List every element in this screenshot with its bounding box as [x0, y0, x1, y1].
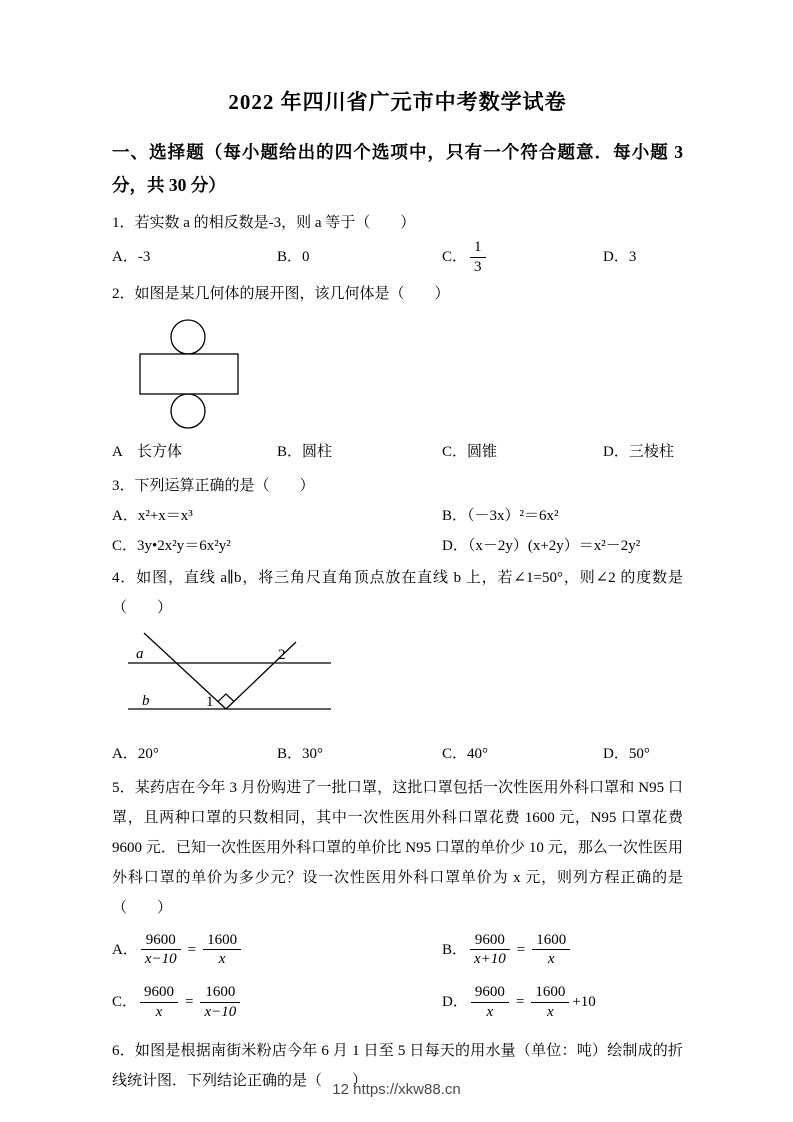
fraction — [140, 983, 178, 1022]
bottom-circle — [171, 394, 205, 428]
fraction-numerator: 9600 — [471, 983, 509, 1003]
fraction — [471, 983, 509, 1022]
equals-sign: = — [515, 994, 525, 1011]
q2-option-d: D．三棱柱 — [603, 443, 674, 460]
fraction-denominator: x−10 — [204, 1003, 237, 1020]
q5-option-d-label: D． — [442, 994, 468, 1011]
fraction-denominator: x — [155, 1003, 163, 1020]
fraction — [532, 931, 570, 970]
q3-option-a: A．x²+x＝x³ — [112, 507, 193, 524]
fraction-denominator: 3 — [474, 258, 482, 275]
fraction — [200, 983, 240, 1022]
section-header: 一、选择题（每小题给出的四个选项中，只有一个符合题意．每小题 3 分，共 30 分） — [112, 142, 683, 195]
q3-option-c: C．3y•2x²y＝6x²y² — [112, 537, 231, 554]
q5-option-c — [112, 983, 442, 1022]
q2-option-a: A 长方体 — [112, 443, 183, 460]
q5-option-b — [442, 931, 683, 970]
parallel-lines-figure — [126, 631, 683, 731]
fraction-numerator: 1 — [470, 238, 486, 258]
q5-option-c-label: C． — [112, 994, 138, 1011]
rectangle — [140, 354, 238, 394]
line-a-label: a — [136, 645, 144, 662]
q5-option-a-label: A． — [112, 941, 138, 958]
question-4-options — [112, 737, 683, 771]
q5-option-a — [112, 931, 442, 970]
fraction — [203, 931, 241, 970]
q3-option-d: D．（x－2y）(x+2y）＝x²－2y² — [442, 537, 641, 554]
q4-option-d: D．50° — [603, 745, 650, 762]
q1-option-b: B．0 — [277, 249, 310, 266]
question-4 — [112, 563, 683, 771]
equals-sign: = — [516, 941, 526, 958]
fraction-denominator: x — [546, 1003, 554, 1020]
q1-option-a: A．-3 — [112, 249, 151, 266]
line-b-label: b — [142, 692, 150, 709]
q5-option-d — [442, 983, 683, 1022]
parallel-lines-drawing — [126, 631, 366, 731]
q5-option-b-label: B． — [442, 941, 468, 958]
question-5 — [112, 773, 683, 1022]
fraction — [531, 983, 569, 1022]
q5-option-d-suffix: +10 — [572, 994, 596, 1011]
fraction-numerator: 1600 — [532, 931, 570, 951]
cylinder-net-drawing — [126, 317, 266, 429]
angle-1-label: 1 — [206, 693, 214, 710]
question-2-options — [112, 435, 683, 469]
q4-option-a: A．20° — [112, 745, 159, 762]
question-1-text: 1．若实数 a 的相反数是-3，则 a 等于（ ） — [112, 215, 416, 231]
equals-sign: = — [185, 994, 194, 1011]
triangle-right-ray — [226, 642, 296, 709]
fraction-denominator: x — [218, 951, 226, 968]
question-3 — [112, 471, 683, 561]
question-1-options — [112, 238, 683, 277]
fraction — [470, 931, 510, 970]
cylinder-net-figure — [126, 317, 683, 429]
q1-option-c-label: C． — [442, 249, 468, 266]
q3-option-b: B．（－3x）²＝6x² — [442, 507, 559, 524]
question-3-options-row-2 — [112, 531, 683, 561]
fraction-numerator: 1600 — [531, 983, 569, 1003]
fraction — [470, 238, 486, 277]
question-2-text: 2．如图是某几何体的展开图，该几何体是（ ） — [112, 285, 450, 302]
angle-2-label: 2 — [278, 646, 286, 663]
fraction — [141, 931, 181, 970]
fraction-denominator: x−10 — [144, 951, 177, 968]
fraction-numerator: 1600 — [200, 983, 240, 1003]
fraction-numerator: 9600 — [140, 983, 178, 1003]
fraction-numerator: 9600 — [141, 931, 181, 951]
top-circle — [171, 320, 205, 354]
question-6-text: 6．如图是根据南街米粉店今年 6 月 1 日至 5 日每天的用水量（单位：吨）绘制成的折线统计图．下列结论正确的是（ ） — [112, 1042, 683, 1089]
fraction-denominator: x+10 — [474, 951, 506, 968]
right-angle-marker — [218, 694, 234, 702]
question-5-options — [112, 931, 683, 1022]
question-1 — [112, 208, 683, 277]
question-5-options-row-1 — [112, 931, 683, 970]
q2-option-b: B．圆柱 — [277, 443, 333, 460]
fraction-numerator: 9600 — [470, 931, 510, 951]
question-5-text: 5．某药店在今年 3 月份购进了一批口罩，这批口罩包括一次性医用外科口罩和 N95 口罩，且两种口罩的只数相同，其中一次性医用外科口罩花费 1600 元，N95 口罩花费 9600 元．已知一次性医用外科口罩的单价比 N95 口罩的单价少 10 元，那么一次性医用外科口罩的单价为多少元？设一次性医用外科口罩单价为 x 元，则列方程正确的是（ ） — [112, 779, 683, 916]
triangle-left-ray — [144, 633, 226, 709]
page-footer: 12 https://xkw88.cn — [332, 1081, 461, 1098]
q1-option-d: D．3 — [603, 249, 637, 266]
fraction-denominator: x — [486, 1003, 494, 1020]
question-3-text: 3．下列运算正确的是（ ） — [112, 477, 315, 494]
q1-option-c — [442, 238, 603, 277]
question-2 — [112, 279, 683, 469]
equals-sign: = — [187, 941, 197, 958]
fraction-denominator: x — [547, 951, 555, 968]
q4-option-b: B．30° — [277, 745, 324, 762]
q2-option-c: C．圆锥 — [442, 443, 498, 460]
question-3-options-row-1 — [112, 501, 683, 531]
question-4-text: 4．如图，直线 a∥b，将三角尺直角顶点放在直线 b 上，若∠1=50°，则∠2 的度数是（ ） — [112, 569, 683, 616]
fraction-numerator: 1600 — [203, 931, 241, 951]
page-title: 2022 年四川省广元市中考数学试卷 — [228, 90, 567, 114]
question-5-options-row-2 — [112, 983, 683, 1022]
q4-option-c: C．40° — [442, 745, 489, 762]
